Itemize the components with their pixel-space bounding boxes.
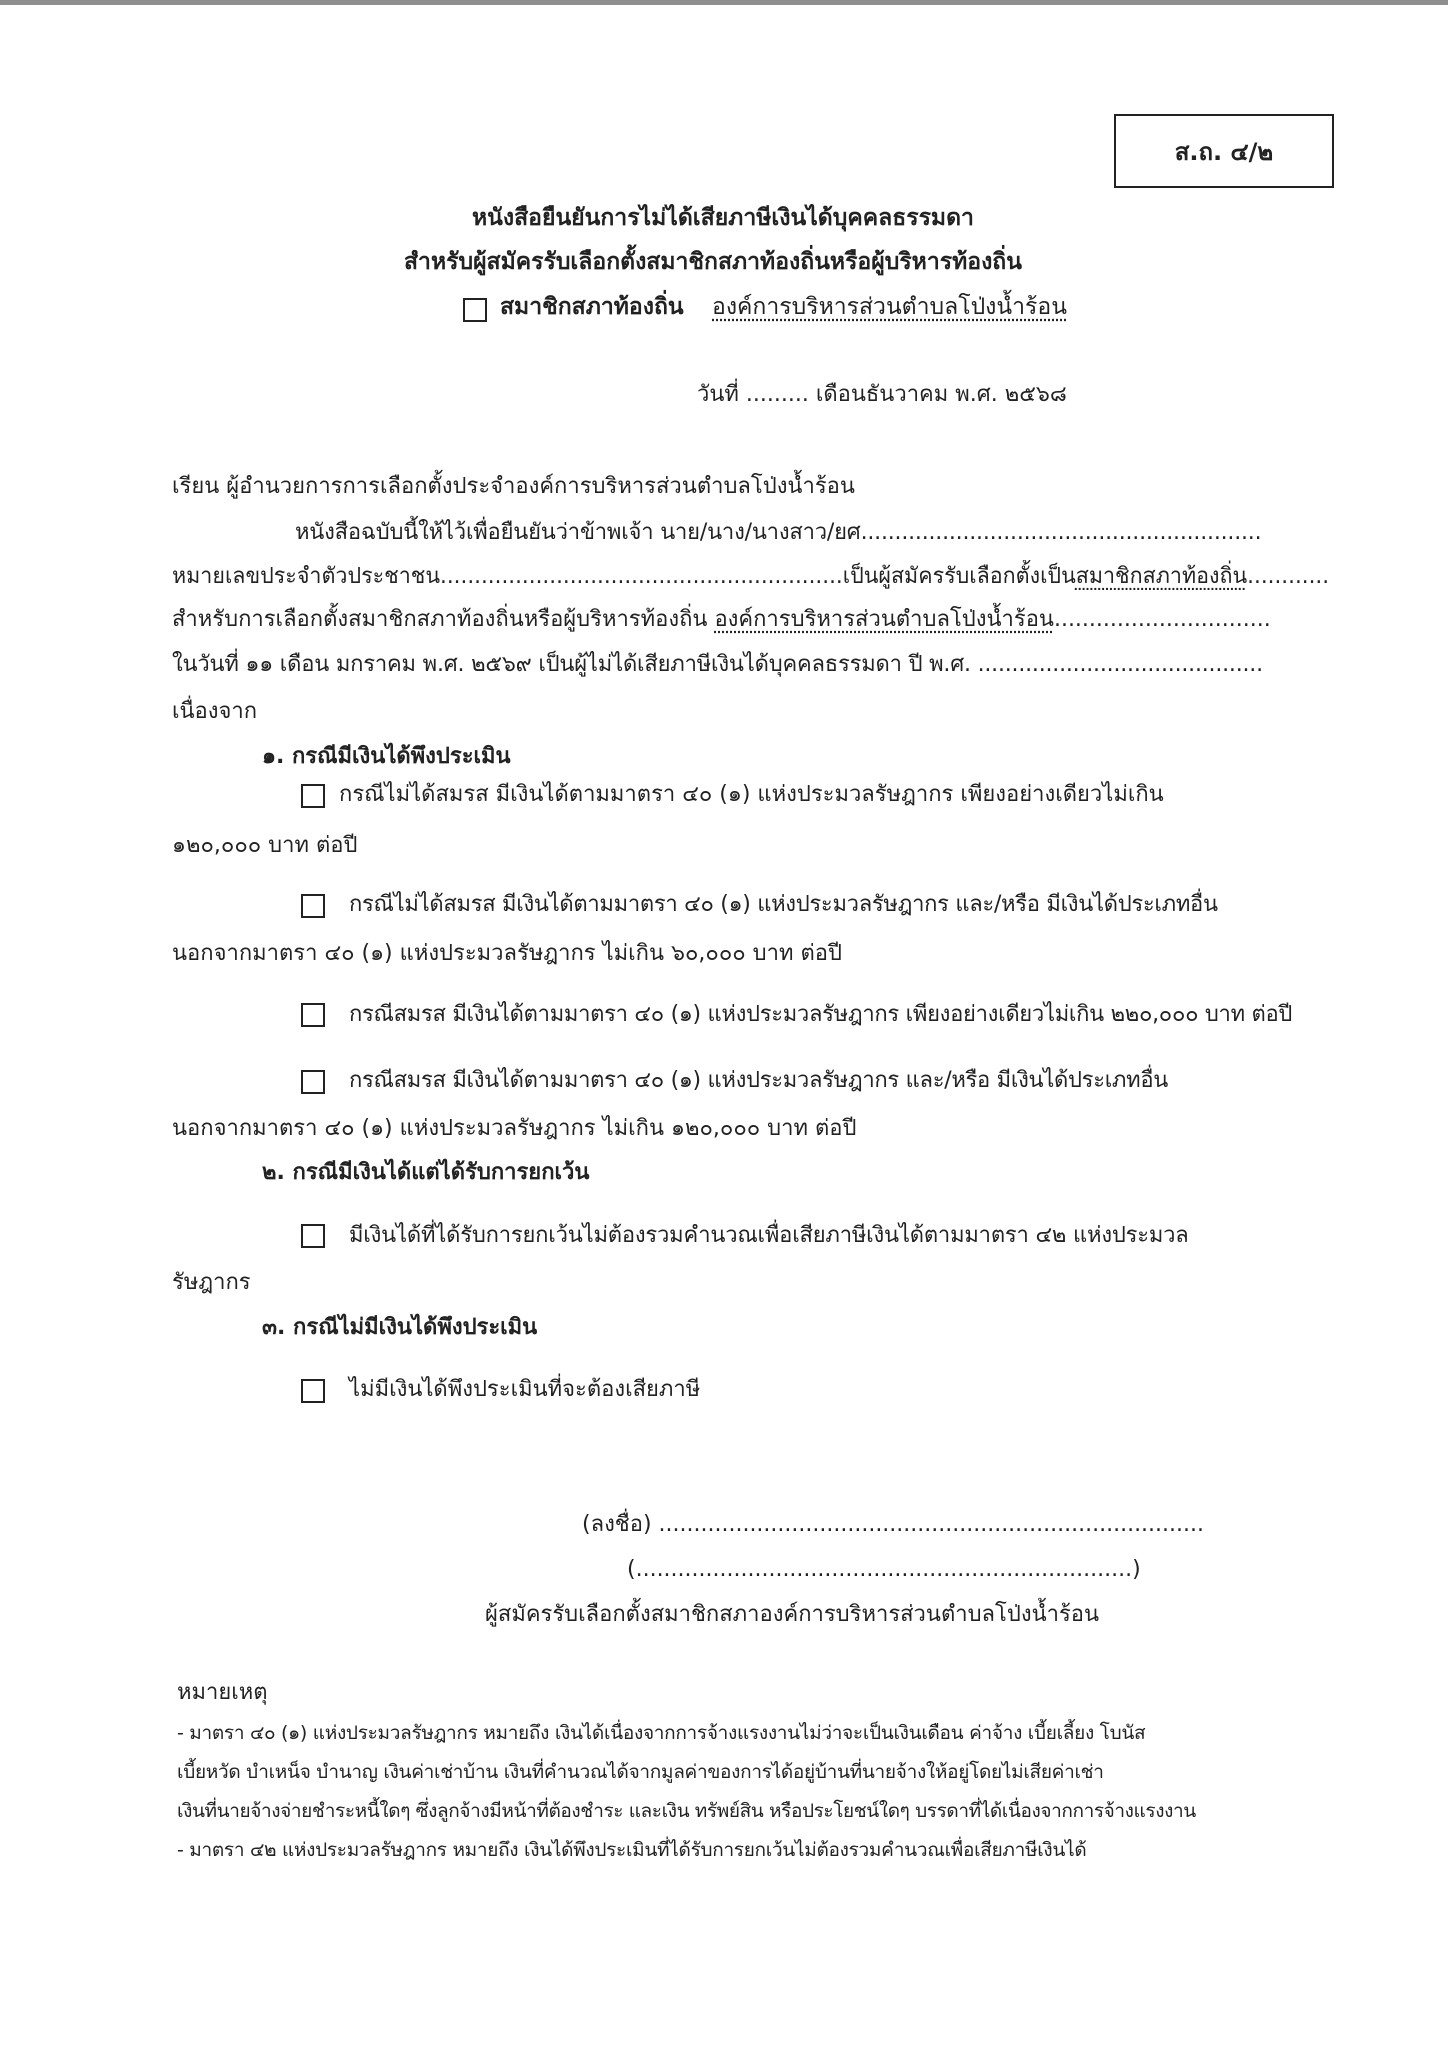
s1-option-1-text: กรณีไม่ได้สมรส มีเงินได้ตามมาตรา ๔๐ (๑) แห่งประมวลรัษฎากร เพียงอย่างเดียวไม่เกิน [339, 782, 1164, 807]
s3-option-1-checkbox[interactable] [301, 1379, 325, 1403]
s1-option-3-checkbox[interactable] [301, 1003, 325, 1027]
note-line-4: - มาตรา ๔๒ แห่งประมวลรัษฎากร หมายถึง เงินได้พึงประเมินที่ได้รับการยกเว้นไม่ต้องรวมคำนวณเพื่อเสียภาษีเงินได้ [177, 1839, 1087, 1861]
candidate-position-fill: สมาชิกสภาท้องถิ่น [1075, 564, 1248, 589]
id-number-prefix: หมายเลขประจำตัวประชาชน...........................................................เป็นผู้สมัครรับเลือกตั้งเป็น [172, 564, 1076, 589]
body-line-2-suffix: ............ [1247, 564, 1330, 589]
section-2-title: ๒. กรณีมีเงินได้แต่ได้รับการยกเว้น [262, 1160, 590, 1185]
s2-option-1-checkbox[interactable] [301, 1224, 325, 1248]
notes-title: หมายเหตุ [177, 1680, 268, 1705]
note-line-2: เบี้ยหวัด บำเหน็จ บำนาญ เงินค่าเช่าบ้าน เงินที่คำนวณได้จากมูลค่าของการได้อยู่บ้านที่นายจ้างให้อยู่โดยไม่เสียค่าเช่า [177, 1761, 1104, 1783]
body-line-4: ในวันที่ ๑๑ เดือน มกราคม พ.ศ. ๒๕๖๙ เป็นผู้ไม่ได้เสียภาษีเงินได้บุคคลธรรมดา ปี พ.ศ. .......................................... [172, 652, 1263, 677]
s3-option-1-text: ไม่มีเงินได้พึงประเมินที่จะต้องเสียภาษี [349, 1377, 701, 1402]
heading-line-1: หนังสือยืนยันการไม่ได้เสียภาษีเงินได้บุคคลธรรมดา [472, 205, 974, 231]
section-3-title: ๓. กรณีไม่มีเงินได้พึงประเมิน [262, 1315, 538, 1340]
heading-line-2: สำหรับผู้สมัครรับเลือกตั้งสมาชิกสภาท้องถิ่นหรือผู้บริหารท้องถิ่น [404, 249, 1022, 275]
s2-option-1-text-cont: รัษฎากร [172, 1270, 251, 1295]
body-line-1: หนังสือฉบับนี้ให้ไว้เพื่อยืนยันว่าข้าพเจ้า นาย/นาง/นางสาว/ยศ........................................................... [295, 520, 1262, 545]
local-council-checkbox[interactable] [463, 298, 487, 322]
organization-fill: องค์การบริหารส่วนตำบลโป่งน้ำร้อน [714, 607, 1054, 632]
s1-option-2-text-cont: นอกจากมาตรา ๔๐ (๑) แห่งประมวลรัษฎากร ไม่เกิน ๖๐,๐๐๐ บาท ต่อปี [172, 941, 842, 966]
note-line-1: - มาตรา ๔๐ (๑) แห่งประมวลรัษฎากร หมายถึง เงินได้เนื่องจากการจ้างแรงงานไม่ว่าจะเป็นเงินเดือน ค่าจ้าง เบี้ยเลี้ยง โบนัส [177, 1722, 1146, 1744]
body-line-3 [172, 605, 1271, 635]
date-line: วันที่ ......... เดือนธันวาคม พ.ศ. ๒๕๖๘ [697, 382, 1067, 407]
body-line-2 [172, 562, 1329, 592]
s1-option-1-checkbox[interactable] [301, 784, 325, 808]
signature-name-line: (.......................................................................) [627, 1557, 1141, 1582]
heading-line-3-label: สมาชิกสภาท้องถิ่น [500, 294, 684, 320]
election-type-prefix: สำหรับการเลือกตั้งสมาชิกสภาท้องถิ่นหรือผู้บริหารท้องถิ่น [172, 607, 715, 632]
s1-option-2-text: กรณีไม่ได้สมรส มีเงินได้ตามมาตรา ๔๐ (๑) แห่งประมวลรัษฎากร และ/หรือ มีเงินได้ประเภทอื่น [349, 892, 1218, 917]
signature-line: (ลงชื่อ) .............................................................................. [582, 1512, 1204, 1537]
addressee-line: เรียน ผู้อำนวยการการเลือกตั้งประจำองค์การบริหารส่วนตำบลโป่งน้ำร้อน [172, 474, 855, 499]
s1-option-3-text: กรณีสมรส มีเงินได้ตามมาตรา ๔๐ (๑) แห่งประมวลรัษฎากร เพียงอย่างเดียวไม่เกิน ๒๒๐,๐๐๐ บาท ต่อปี [349, 1002, 1293, 1027]
form-code: ส.ถ. ๔/๒ [1174, 137, 1274, 166]
s1-option-2-checkbox[interactable] [301, 894, 325, 918]
s1-option-1-text-cont: ๑๒๐,๐๐๐ บาท ต่อปี [172, 833, 358, 858]
s1-option-4-text-cont: นอกจากมาตรา ๔๐ (๑) แห่งประมวลรัษฎากร ไม่เกิน ๑๒๐,๐๐๐ บาท ต่อปี [172, 1116, 857, 1141]
heading-line-3-org: องค์การบริหารส่วนตำบลโป่งน้ำร้อน [712, 294, 1067, 320]
note-line-3: เงินที่นายจ้างจ่ายชำระหนี้ใดๆ ซึ่งลูกจ้างมีหน้าที่ต้องชำระ และเงิน ทรัพย์สิน หรือประโยชน์ใดๆ บรรดาที่ได้เนื่องจากการจ้างแรงงาน [177, 1800, 1196, 1822]
s1-option-4-checkbox[interactable] [301, 1070, 325, 1094]
body-line-5: เนื่องจาก [172, 699, 258, 724]
s2-option-1-text: มีเงินได้ที่ได้รับการยกเว้นไม่ต้องรวมคำนวณเพื่อเสียภาษีเงินได้ตามมาตรา ๔๒ แห่งประมวล [349, 1223, 1189, 1248]
body-line-3-suffix: ............................... [1053, 607, 1271, 632]
form-code-box [1114, 114, 1334, 188]
s1-option-4-text: กรณีสมรส มีเงินได้ตามมาตรา ๔๐ (๑) แห่งประมวลรัษฎากร และ/หรือ มีเงินได้ประเภทอื่น [349, 1068, 1168, 1093]
section-1-title: ๑. กรณีมีเงินได้พึงประเมิน [262, 744, 511, 769]
scan-top-edge [0, 0, 1448, 5]
signature-role: ผู้สมัครรับเลือกตั้งสมาชิกสภาองค์การบริหารส่วนตำบลโป่งน้ำร้อน [485, 1602, 1100, 1627]
